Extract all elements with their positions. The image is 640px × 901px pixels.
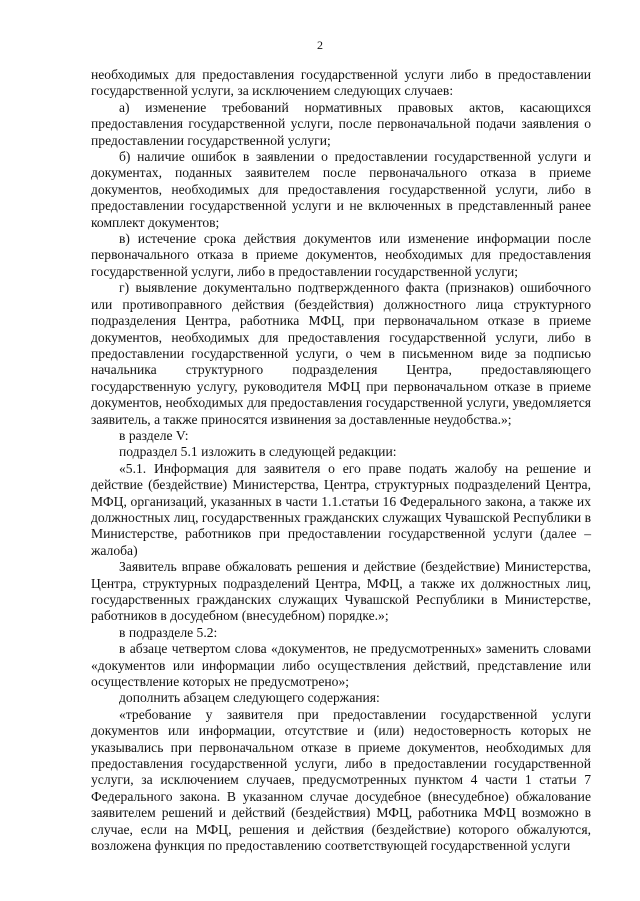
paragraph-item-b: б) наличие ошибок в заявлении о предоставлении государственной услуги и документах, поданных заявителем после первоначального отказа в приеме документов, необходимых для предоставления государственной услуги, либо в предоставлении государственной услуги и не включенных в представленный ранее комплект документов; — [91, 149, 591, 230]
document-body — [91, 67, 591, 855]
paragraph-section-v: в разделе V: — [119, 427, 189, 443]
paragraph-continuation: необходимых для предоставления государственной услуги либо в предоставлении государственной услуги, за исключением следующих случаев: — [91, 67, 591, 99]
paragraph-item-g: г) выявление документально подтвержденного факта (признаков) ошибочного или противоправного действия (бездействия) должностного лица структурного подразделения Центра, работника МФЦ, при первоначальном отказе в приеме документов, необходимых для предоставления государственной услуги, либо в предоставлении государственной услуги, о чем в письменном виде за подписью начальника структурного подразделения Центра, предоставляющего государственную услугу, руководителя МФЦ при первоначальном отказе в приеме документов, необходимых для предоставления государственной услуги, уведомляется заявитель, а также приносятся извинения за доставленные неудобства.»; — [91, 280, 591, 427]
paragraph-appeal-right: Заявитель вправе обжаловать решения и действие (бездействие) Министерства, Центра, структурных подразделений Центра, МФЦ, а также их должностных лиц, государственных гражданских служащих Чувашской Республики в Министерстве, работников в досудебном (внесудебном) порядке.»; — [91, 559, 591, 624]
paragraph-subsection-5-2: в подразделе 5.2: — [119, 624, 218, 640]
paragraph-requirement: «требование у заявителя при предоставлении государственной услуги документов или информации, отсутствие и (или) недостоверность которых не указывались при первоначальном отказе в приеме документов, необходимых для предоставления государственной услуги, либо в предоставлении государственной услуги, за исключением случаев, предусмотренных пунктом 4 части 1 статьи 7 Федерального закона. В указанном случае досудебное (внесудебное) обжалование заявителем решений и действий (бездействия) МФЦ, работника МФЦ возможно в случае, если на МФЦ, решения и действия (бездействие) которого обжалуются, возложена функция по предоставлению соответствующей государственной услуги — [91, 706, 591, 854]
paragraph-add-abzac: дополнить абзацем следующего содержания: — [119, 690, 380, 706]
paragraph-subsection-5-1: подраздел 5.1 изложить в следующей редакции: — [119, 444, 397, 460]
paragraph-item-a: а) изменение требований нормативных правовых актов, касающихся предоставления государственной услуги, после первоначальной подачи заявления о предоставлении государственной услуги; — [91, 99, 591, 148]
paragraph-abzac-four: в абзаце четвертом слова «документов, не предусмотренных» заменить словами «документов или информации либо осуществления действий, представление или осуществление которых не предусмотрено»; — [91, 641, 591, 690]
page-number: 2 — [317, 38, 323, 52]
paragraph-5-1-text: «5.1. Информация для заявителя о его праве подать жалобу на решение и действие (бездействие) Министерства, Центра, структурных подразделений Центра, МФЦ, организаций, указанных в части 1.1.статьи 16 Федерального закона, а также их должностных лиц, государственных гражданских служащих Чувашской Республики в Министерстве, работников при предоставлении государственной услуги (далее – жалоба) — [91, 460, 591, 558]
paragraph-item-v: в) истечение срока действия документов или изменение информации после первоначального отказа в приеме документов, необходимых для предоставления государственной услуги, либо в предоставлении государственной услуги; — [91, 231, 591, 279]
